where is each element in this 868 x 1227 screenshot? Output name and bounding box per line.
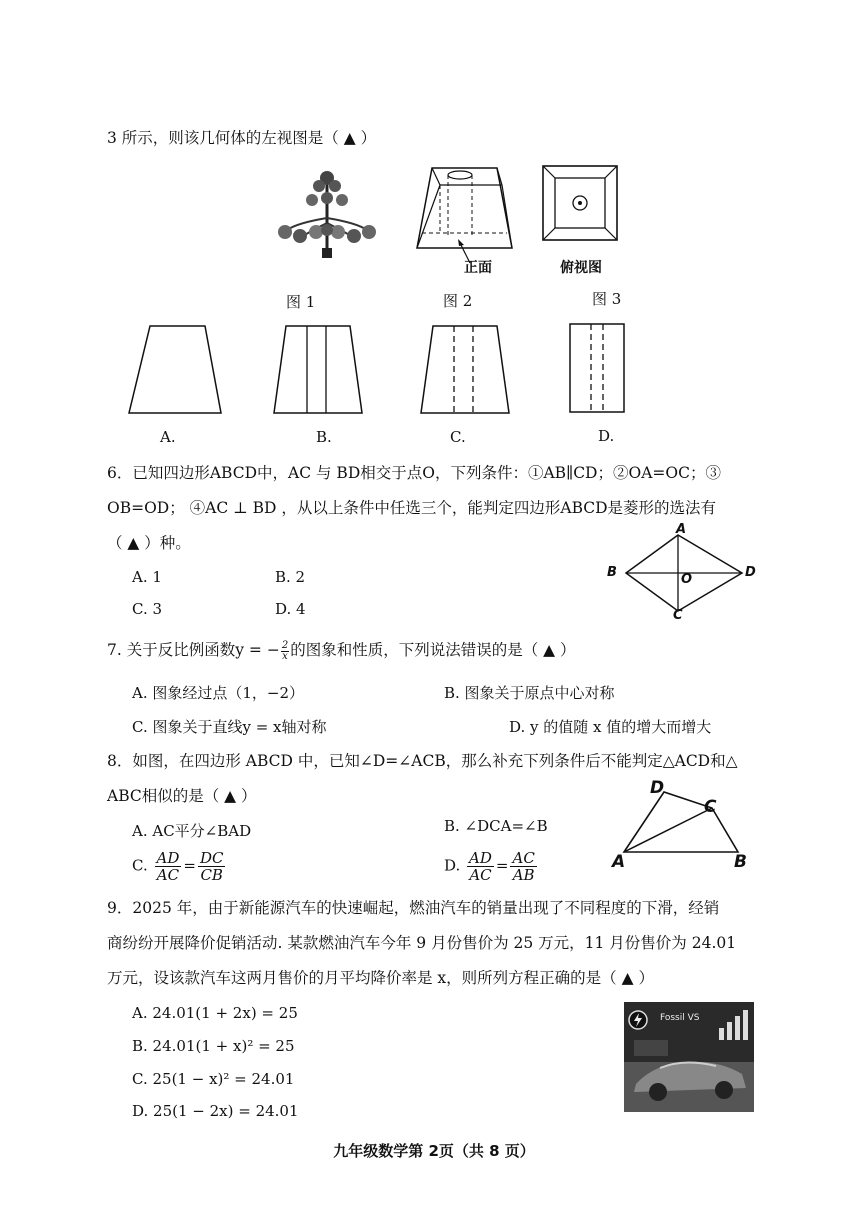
option-a-figure bbox=[125, 323, 225, 418]
q5-option-d-label: D. bbox=[598, 427, 615, 445]
frac-den: CB bbox=[200, 866, 223, 884]
equals-sign: = bbox=[183, 856, 196, 875]
q9-line1: 9．2025 年，由于新能源汽车的快速崛起，燃油汽车的销量出现了不同程度的下滑，经销 bbox=[107, 899, 720, 917]
q9-line3: 万元，设该款汽车这两月售价的月平均降价率是 x，则所列方程正确的是（ ▲ ） bbox=[107, 969, 654, 987]
q5-option-b-label: B. bbox=[316, 428, 332, 446]
option-c-figure bbox=[415, 323, 515, 418]
car-photo-text: Fossil VS bbox=[660, 1013, 700, 1023]
q7-option-a: A. 图象经过点（1，−2） bbox=[132, 684, 305, 702]
frac-den: AB bbox=[512, 866, 535, 884]
q9-option-a: A. 24.01(1 + 2x) = 25 bbox=[132, 1004, 298, 1022]
q7-stem bbox=[107, 640, 575, 662]
q9-option-c: C. 25(1 − x)² = 24.01 bbox=[132, 1070, 295, 1088]
q8-option-c bbox=[132, 850, 227, 883]
q6-line2: OB=OD； ④AC ⊥ BD ，从以上条件中任选三个，能判定四边形ABCD是菱形的选法有 bbox=[107, 499, 717, 517]
q8-line1: 8．如图，在四边形 ABCD 中，已知∠D=∠ACB，那么补充下列条件后不能判定△ACD和△ bbox=[107, 752, 738, 770]
q6-label-d: D bbox=[745, 565, 756, 580]
page-footer: 九年级数学第 2页（共 8 页） bbox=[333, 1142, 535, 1160]
q6-label-c: C bbox=[673, 608, 683, 623]
fig2-label-front: 正面 bbox=[464, 260, 492, 276]
q7-frac-num: 2 bbox=[281, 639, 289, 651]
frac-num: AC bbox=[512, 849, 535, 867]
q7-frac-den: x bbox=[282, 650, 288, 662]
q6-label-b: B bbox=[607, 565, 617, 580]
q8-label-b: B bbox=[734, 852, 747, 872]
q6-label-a: A bbox=[676, 522, 687, 537]
q7-option-d: D. y 的值随 x 值的增大而增大 bbox=[509, 718, 712, 736]
q6-line3: （ ▲ ）种。 bbox=[107, 534, 191, 552]
fig3-caption: 图 3 bbox=[592, 290, 622, 308]
q9-line2: 商纷纷开展降价促销活动. 某款燃油汽车今年 9 月份售价为 25 万元，11 月份售价为 24.01 bbox=[107, 934, 737, 952]
q8-label-a: A bbox=[612, 852, 626, 872]
frac-num: AD bbox=[156, 849, 180, 867]
fig1-caption: 图 1 bbox=[286, 293, 316, 311]
q6-line1: 6．已知四边形ABCD中，AC 与 BD相交于点O，下列条件：①AB∥CD；②OA=OC；③ bbox=[107, 464, 721, 482]
q8-option-d bbox=[444, 850, 539, 883]
q8-option-c-prefix: C. bbox=[132, 856, 148, 875]
q7-fraction bbox=[281, 641, 289, 662]
q6-option-b: B. 2 bbox=[275, 568, 306, 586]
frac-num: AD bbox=[469, 849, 492, 867]
q8-line2: ABC相似的是（ ▲ ） bbox=[107, 787, 257, 805]
q5-option-a-label: A. bbox=[160, 428, 176, 446]
q6-option-c: C. 3 bbox=[132, 600, 163, 618]
q6-option-a: A. 1 bbox=[132, 568, 162, 586]
fig2-caption: 图 2 bbox=[443, 292, 473, 310]
q6-label-o: O bbox=[681, 572, 693, 587]
q8-option-b: B. ∠DCA=∠B bbox=[444, 817, 548, 835]
q8-d-frac2 bbox=[510, 850, 536, 883]
q8-c-frac2 bbox=[198, 850, 226, 883]
frac-den: AC bbox=[469, 866, 492, 884]
equals-sign: = bbox=[495, 856, 509, 875]
q8-c-frac1 bbox=[155, 850, 182, 883]
option-b-figure bbox=[268, 323, 368, 418]
q9-option-b: B. 24.01(1 + x)² = 25 bbox=[132, 1037, 295, 1055]
q7-stem-before: 7. 关于反比例函数y = − bbox=[107, 641, 280, 659]
q7-stem-after: 的图象和性质，下列说法错误的是（ ▲ ） bbox=[290, 641, 576, 659]
q8-d-frac1 bbox=[467, 850, 494, 883]
q8-option-d-prefix: D. bbox=[444, 856, 461, 875]
q8-label-c: C bbox=[704, 797, 717, 817]
frac-num: DC bbox=[199, 849, 224, 867]
frac-den: AC bbox=[156, 866, 180, 884]
q8-option-a: A. AC平分∠BAD bbox=[132, 822, 252, 840]
q5-stem: 3 所示，则该几何体的左视图是（ ▲ ） bbox=[107, 129, 377, 147]
q7-option-b: B. 图象关于原点中心对称 bbox=[444, 684, 615, 702]
fig3-label-top-view: 俯视图 bbox=[560, 260, 602, 276]
q8-label-d: D bbox=[650, 778, 665, 798]
q7-option-c: C. 图象关于直线y = x轴对称 bbox=[132, 718, 327, 736]
q5-option-c-label: C. bbox=[450, 428, 466, 446]
top-view-figure bbox=[541, 164, 621, 244]
q6-option-d: D. 4 bbox=[275, 600, 306, 618]
q9-option-d: D. 25(1 − 2x) = 24.01 bbox=[132, 1102, 299, 1120]
option-d-figure bbox=[567, 321, 627, 416]
chandelier-figure bbox=[272, 168, 382, 268]
